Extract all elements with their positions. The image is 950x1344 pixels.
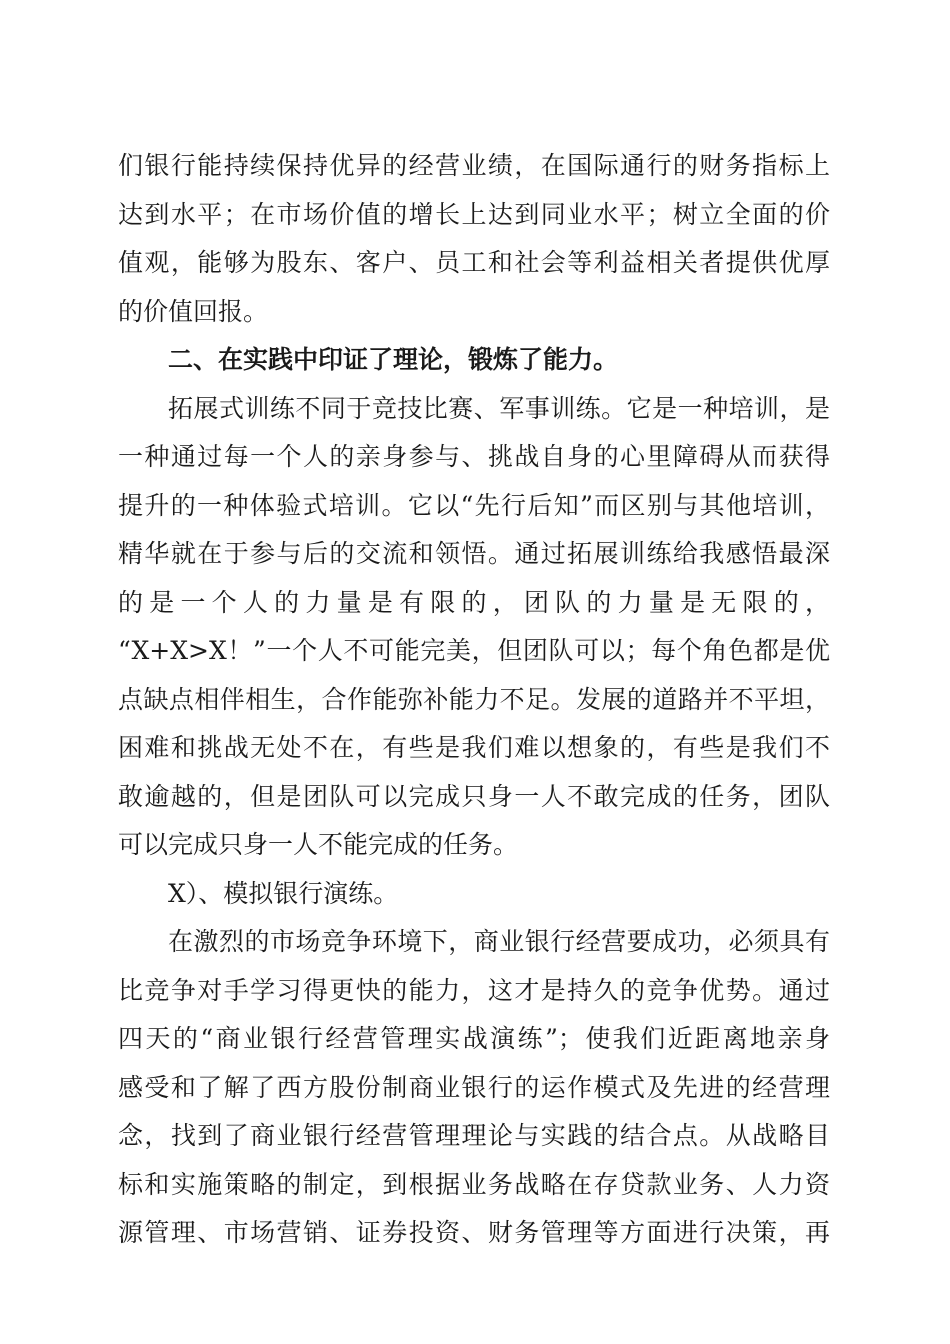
text-line: 拓展式训练不同于竞技比赛、军事训练。它是一种培训，是 bbox=[168, 393, 830, 423]
text-line: 困难和挑战无处不在，有些是我们难以想象的，有些是我们不 bbox=[118, 733, 830, 762]
text-line: 提升的一种体验式培训。它以“先行后知”而区别与其他培训， bbox=[118, 490, 830, 520]
text-line: 值观，能够为股东、客户、员工和社会等利益相关者提供优厚 bbox=[118, 248, 830, 277]
text-line: 标和实施策略的制定，到根据业务战略在存贷款业务、人力资 bbox=[118, 1169, 830, 1199]
body-text bbox=[118, 142, 830, 1258]
text-line: 点缺点相伴相生，合作能弥补能力不足。发展的道路并不平坦， bbox=[118, 684, 830, 714]
text-line: 的是一个人的力量是有限的，团队的力量是无限的， bbox=[118, 587, 830, 617]
text-line: 敢逾越的，但是团队可以完成只身一人不敢完成的任务，团队 bbox=[118, 781, 830, 811]
text-line: “X+X>X！”一个人不可能完美，但团队可以；每个角色都是优 bbox=[118, 636, 830, 665]
text-line: 一种通过每一个人的亲身参与、挑战自身的心里障碍从而获得 bbox=[118, 442, 830, 471]
text-line: X）、模拟银行演练。 bbox=[168, 878, 399, 908]
text-line: 的价值回报。 bbox=[118, 296, 269, 326]
text-line: 念，找到了商业银行经营管理理论与实践的结合点。从战略目 bbox=[118, 1121, 830, 1150]
text-line: 比竞争对手学习得更快的能力，这才是持久的竞争优势。通过 bbox=[118, 975, 830, 1005]
text-line: 在激烈的市场竞争环境下，商业银行经营要成功，必须具有 bbox=[168, 927, 830, 956]
text-line: 源管理、市场营销、证券投资、财务管理等方面进行决策，再 bbox=[118, 1218, 830, 1247]
text-line: 四天的“商业银行经营管理实战演练”；使我们近距离地亲身 bbox=[118, 1024, 830, 1053]
text-line: 可以完成只身一人不能完成的任务。 bbox=[118, 830, 519, 859]
text-line: 精华就在于参与后的交流和领悟。通过拓展训练给我感悟最深 bbox=[118, 539, 830, 568]
text-line: 们银行能持续保持优异的经营业绩，在国际通行的财务指标上 bbox=[118, 151, 830, 180]
text-line: 感受和了解了西方股份制商业银行的运作模式及先进的经营理 bbox=[118, 1072, 830, 1102]
text-line: 达到水平；在市场价值的增长上达到同业水平；树立全面的价 bbox=[118, 199, 830, 229]
section-heading: 二、在实践中印证了理论，锻炼了能力。 bbox=[168, 345, 619, 374]
